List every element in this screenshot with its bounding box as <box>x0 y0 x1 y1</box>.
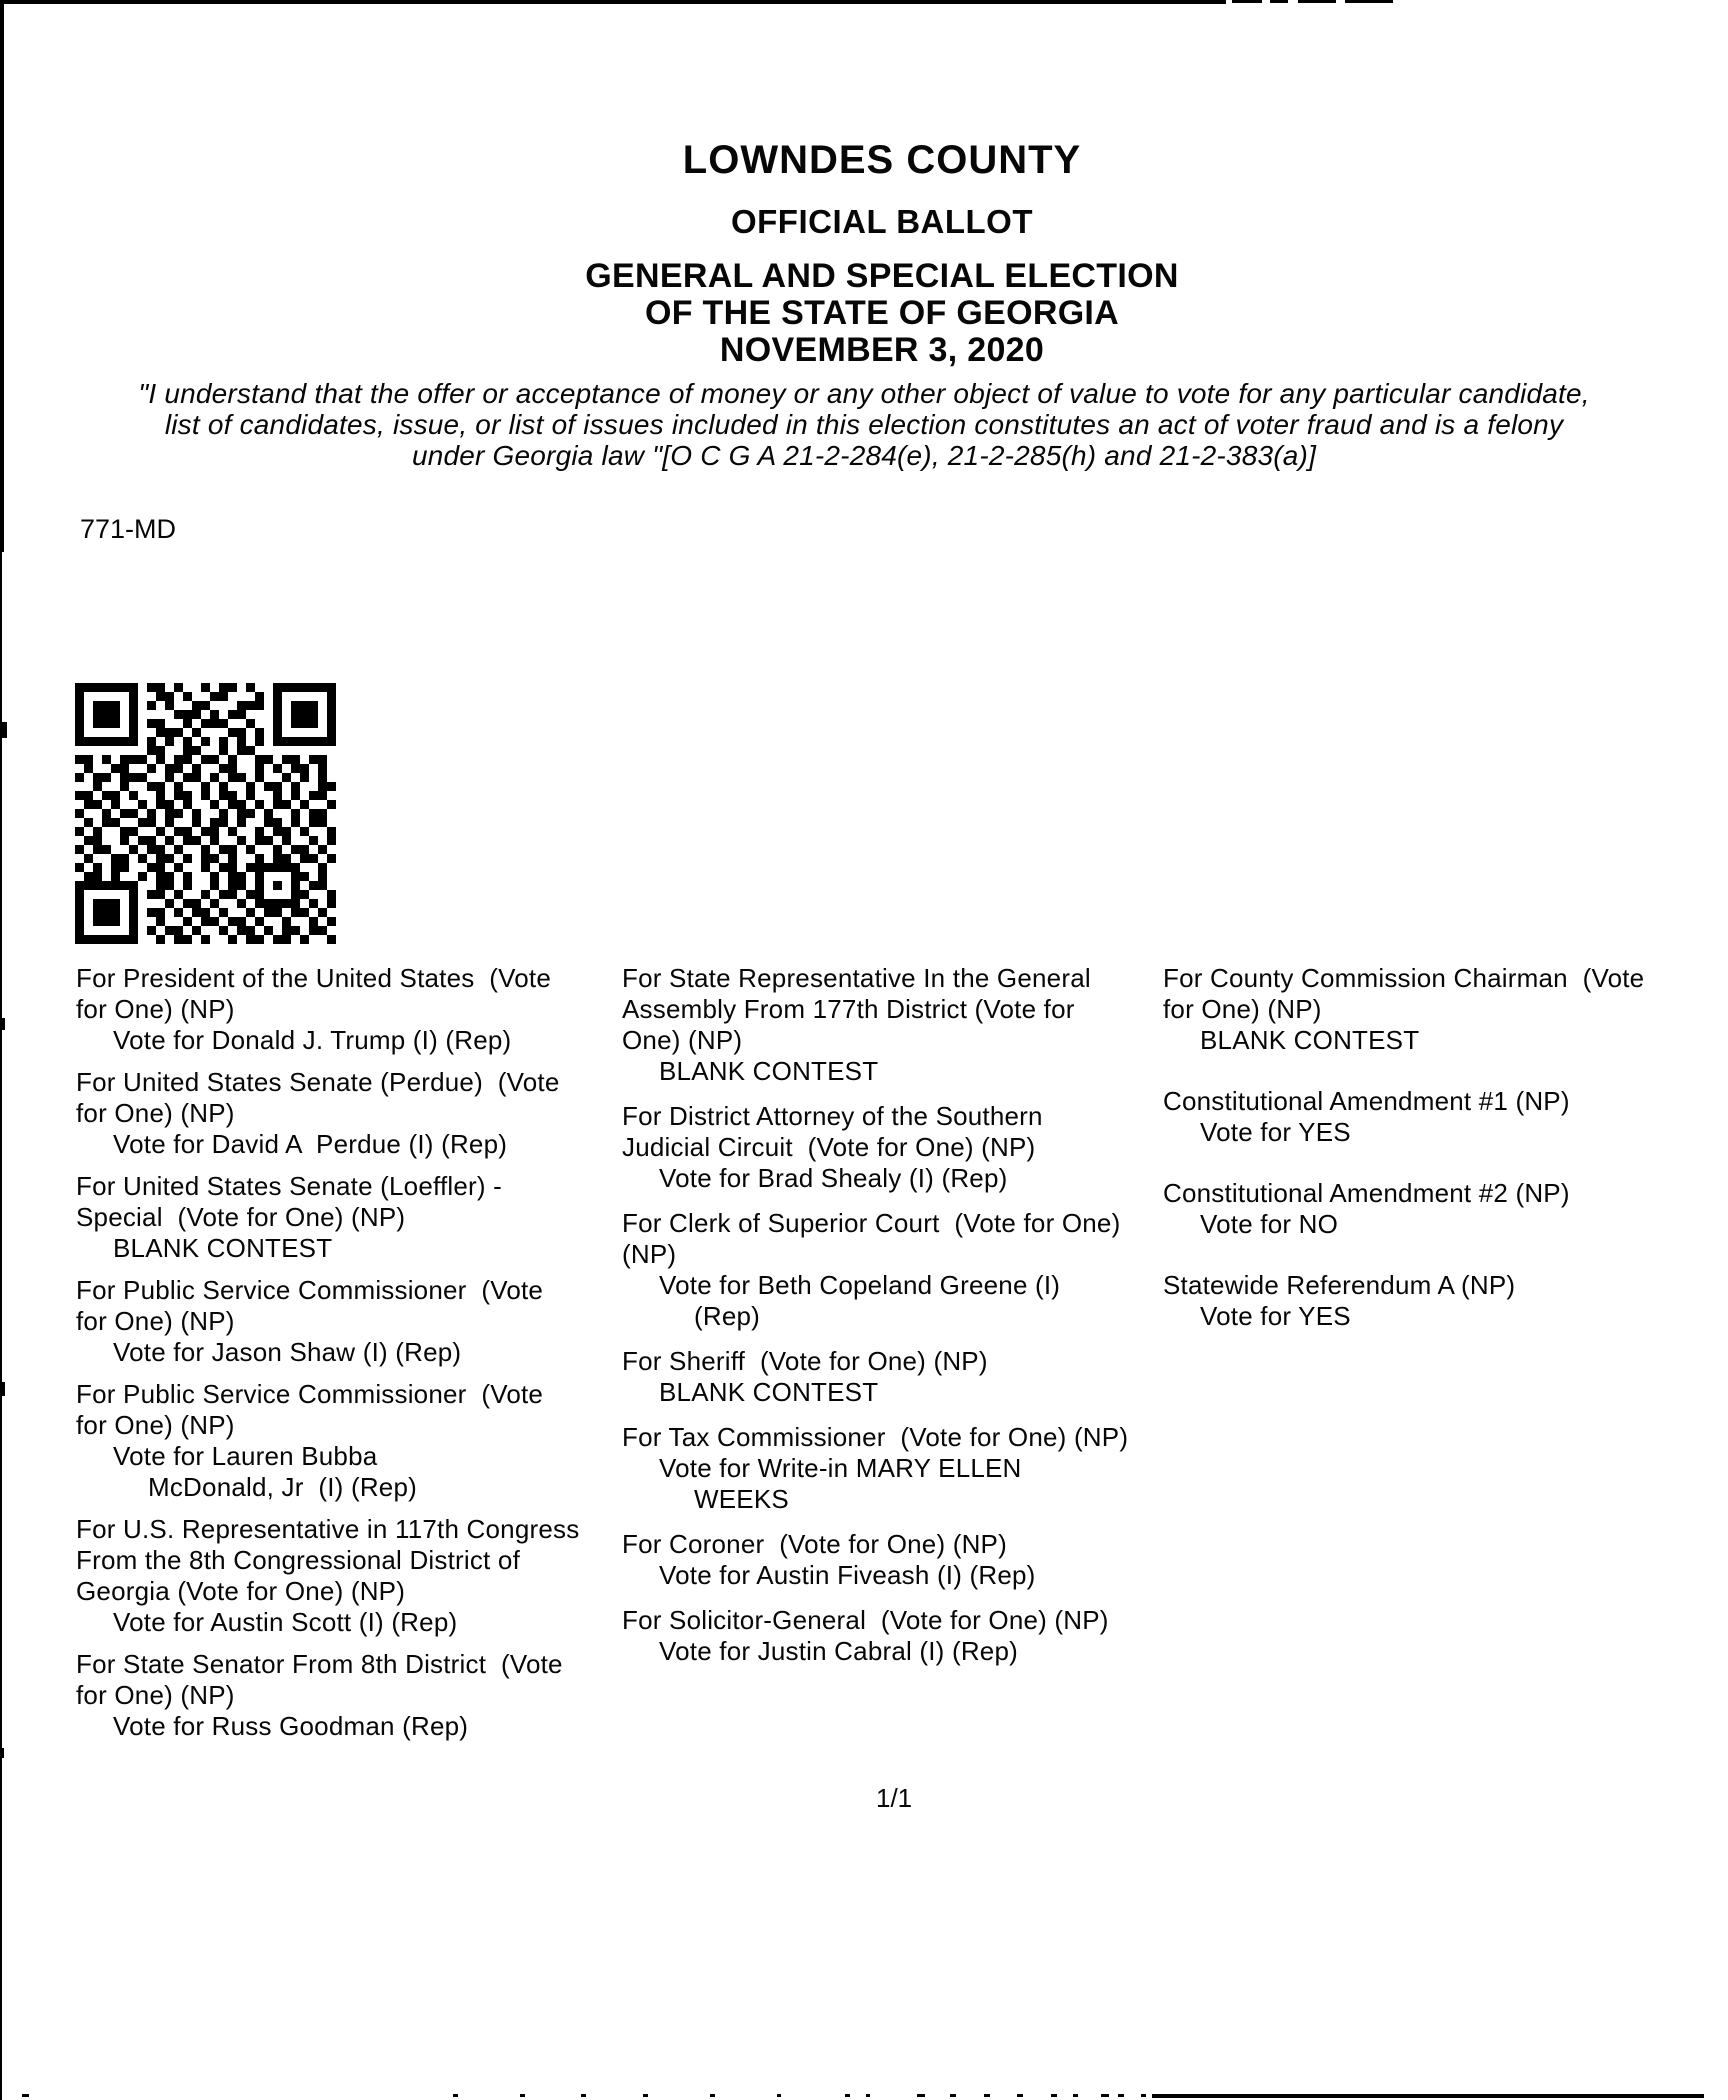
contest-block <box>622 1101 1167 1194</box>
contest-title-line: for One) (NP) <box>76 1410 235 1440</box>
scan-edge-top-dash <box>1298 0 1336 3</box>
contest-title-line: Special (Vote for One) (NP) <box>76 1202 406 1232</box>
contest-result-line: BLANK CONTEST <box>113 1233 333 1263</box>
contest-title-line: For U.S. Representative in 117th Congress <box>76 1514 580 1544</box>
contest-title-line: For State Representative In the General <box>622 963 1091 993</box>
contest-result-line: BLANK CONTEST <box>1200 1025 1420 1055</box>
scan-edge-top <box>0 0 1226 4</box>
contest-title-line: Assembly From 177th District (Vote for <box>622 994 1075 1024</box>
contest-result-line: Vote for NO <box>1200 1209 1339 1239</box>
contest-title-line: for One) (NP) <box>1163 994 1322 1024</box>
scan-edge-bottom-dash <box>1118 2094 1124 2097</box>
contest-title-line: Judicial Circuit (Vote for One) (NP) <box>622 1132 1036 1162</box>
scan-edge-bottom-dash <box>866 2094 870 2097</box>
contest-result-line: Vote for Jason Shaw (I) (Rep) <box>113 1337 462 1367</box>
scan-edge-bottom-dash <box>453 2094 458 2097</box>
scan-edge-bottom-dash <box>520 2094 525 2097</box>
election-title <box>36 258 1728 369</box>
contest-title-line: One) (NP) <box>622 1025 743 1055</box>
contest-title-line: For Public Service Commissioner (Vote <box>76 1379 544 1409</box>
contest-result-line: Vote for Brad Shealy (I) (Rep) <box>659 1163 1008 1193</box>
scan-edge-bottom-dash <box>1101 2094 1109 2097</box>
county-title: LOWNDES COUNTY <box>682 138 1082 182</box>
page-indicator: 1/1 <box>876 1783 913 1813</box>
contest-title-line: For Coroner (Vote for One) (NP) <box>622 1529 1007 1559</box>
contest-title-line: For District Attorney of the Southern <box>622 1101 1043 1131</box>
contest-title-line: for One) (NP) <box>76 1306 235 1336</box>
scan-edge-bottom-dash <box>1073 2094 1078 2097</box>
scan-edge-bottom-dash <box>845 2094 850 2097</box>
scan-blob <box>0 722 7 738</box>
disclaimer-line: "I understand that the offer or acceptance of money or any other object of value to vote for any particular candidate, <box>138 378 1590 409</box>
contest-result-line: BLANK CONTEST <box>659 1056 879 1086</box>
contest-result-line: WEEKS <box>694 1484 789 1514</box>
contest-result-line: BLANK CONTEST <box>659 1377 879 1407</box>
contest-block <box>1163 1270 1708 1332</box>
contest-block <box>76 1514 621 1638</box>
contest-block <box>622 963 1167 1087</box>
contest-block <box>76 1649 621 1742</box>
contest-block <box>1163 1086 1708 1148</box>
scan-edge-bottom-dash <box>643 2094 648 2097</box>
contest-column-1 <box>76 963 621 1753</box>
scan-edge-bottom-dash <box>984 2094 990 2097</box>
election-title-line: NOVEMBER 3, 2020 <box>719 331 1045 369</box>
contest-title-line: for One) (NP) <box>76 1098 235 1128</box>
contest-result-line: Vote for Austin Scott (I) (Rep) <box>113 1607 458 1637</box>
scan-edge-bottom-dash <box>917 2094 925 2097</box>
disclaimer-line: list of candidates, issue, or list of issues included in this election constitutes an act of voter fraud and is a felony <box>164 409 1564 440</box>
scan-edge-bottom-dash <box>22 2094 29 2097</box>
contest-result-line: Vote for YES <box>1200 1301 1351 1331</box>
scan-edge-top-dash <box>1270 0 1288 3</box>
scan-edge-bottom-dash <box>777 2094 781 2097</box>
scan-edge-bottom-dash <box>1017 2094 1023 2097</box>
contest-block <box>76 1171 621 1264</box>
contest-block <box>76 963 621 1056</box>
contest-block <box>1163 963 1708 1056</box>
contest-block <box>622 1605 1167 1667</box>
contest-result-line: Vote for Justin Cabral (I) (Rep) <box>659 1636 1018 1666</box>
contest-result-line: (Rep) <box>694 1301 761 1331</box>
scan-edge-top-dash <box>1232 0 1262 3</box>
contest-result-line: Vote for Russ Goodman (Rep) <box>113 1711 469 1741</box>
contest-title-line: For Sheriff (Vote for One) (NP) <box>622 1346 988 1376</box>
contest-block <box>76 1275 621 1368</box>
election-title-line: GENERAL AND SPECIAL ELECTION <box>585 257 1179 295</box>
contest-block <box>76 1379 621 1503</box>
contest-title-line: For United States Senate (Loeffler) - <box>76 1171 503 1201</box>
contest-block <box>622 1346 1167 1408</box>
contest-title-line: For United States Senate (Perdue) (Vote <box>76 1067 560 1097</box>
contest-title-line: For President of the United States (Vote <box>76 963 552 993</box>
contest-result-line: Vote for Lauren Bubba <box>113 1441 378 1471</box>
qr-code <box>75 683 336 944</box>
contest-result-line: Vote for YES <box>1200 1117 1351 1147</box>
contest-result-line: Vote for Austin Fiveash (I) (Rep) <box>659 1560 1036 1590</box>
contest-title-line: For Solicitor-General (Vote for One) (NP) <box>622 1605 1109 1635</box>
contest-result-line: Vote for Beth Copeland Greene (I) <box>659 1270 1061 1300</box>
contest-title-line: For Tax Commissioner (Vote for One) (NP) <box>622 1422 1129 1452</box>
qr-code-image <box>75 683 336 944</box>
contest-title-line: Statewide Referendum A (NP) <box>1163 1270 1516 1300</box>
contest-column-3 <box>1163 963 1708 1362</box>
contest-title-line: for One) (NP) <box>76 1680 235 1710</box>
scan-edge-bottom <box>1152 2094 1704 2098</box>
contest-title-line: For Public Service Commissioner (Vote <box>76 1275 544 1305</box>
scan-edge-bottom-dash <box>1141 2094 1146 2097</box>
contest-result-line: Vote for Donald J. Trump (I) (Rep) <box>113 1025 512 1055</box>
scan-edge-bottom-dash <box>1051 2094 1057 2097</box>
contest-result-line: McDonald, Jr (I) (Rep) <box>148 1472 417 1502</box>
scan-edge-bottom-dash <box>581 2094 586 2097</box>
contest-block <box>622 1529 1167 1591</box>
contest-result-line: Vote for Write-in MARY ELLEN <box>659 1453 1022 1483</box>
contest-title-line: for One) (NP) <box>76 994 235 1024</box>
contest-title-line: Constitutional Amendment #2 (NP) <box>1163 1178 1570 1208</box>
ballot-header <box>0 138 1728 369</box>
contest-title-line: Georgia (Vote for One) (NP) <box>76 1576 406 1606</box>
contest-title-line: For County Commission Chairman (Vote <box>1163 963 1645 993</box>
contest-result-line: Vote for David A Perdue (I) (Rep) <box>113 1129 508 1159</box>
contest-title-line: For Clerk of Superior Court (Vote for One) <box>622 1208 1121 1238</box>
contest-block <box>1163 1178 1708 1240</box>
contest-block <box>622 1422 1167 1515</box>
scan-blob <box>0 1382 5 1396</box>
scan-blob <box>0 1018 5 1030</box>
contest-column-2 <box>622 963 1167 1681</box>
contest-title-line: From the 8th Congressional District of <box>76 1545 520 1575</box>
contest-title-line: Constitutional Amendment #1 (NP) <box>1163 1086 1570 1116</box>
ballot-type-title: OFFICIAL BALLOT <box>730 203 1034 240</box>
disclaimer-line: under Georgia law "[O C G A 21-2-284(e), 21-2-285(h) and 21-2-383(a)] <box>411 440 1317 471</box>
scan-edge-left <box>0 552 2 2100</box>
contest-title-line: For State Senator From 8th District (Vote <box>76 1649 563 1679</box>
election-title-line: OF THE STATE OF GEORGIA <box>644 294 1120 332</box>
voter-fraud-disclaimer <box>0 378 1728 471</box>
scan-edge-bottom-dash <box>950 2094 956 2097</box>
precinct-code: 771-MD <box>80 514 177 544</box>
scan-blob <box>0 1748 4 1758</box>
scan-edge-top-dash <box>1345 0 1393 3</box>
scan-edge-bottom-dash <box>710 2094 715 2097</box>
contest-block <box>76 1067 621 1160</box>
contest-block <box>622 1208 1167 1332</box>
contest-title-line: (NP) <box>622 1239 677 1269</box>
